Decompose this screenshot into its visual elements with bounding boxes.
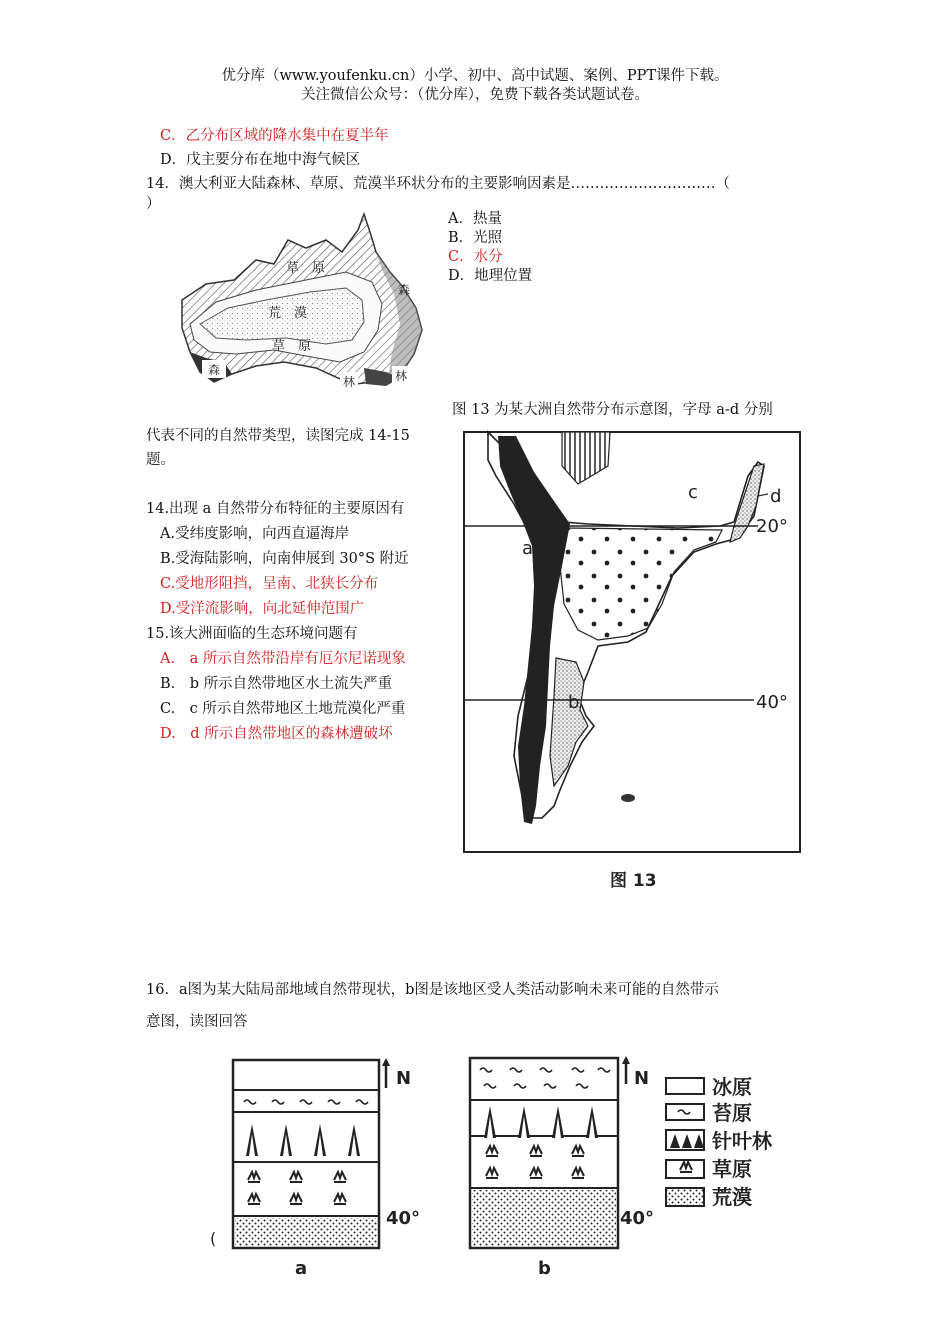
panel-a xyxy=(210,1058,420,1278)
q14-australia-option-a: A．热量 xyxy=(448,211,502,227)
q14-option-c: C.受地形阻挡，呈南、北狭长分布 xyxy=(160,576,379,592)
map-label-lin-1: 林 xyxy=(343,375,356,389)
label-d: d xyxy=(770,486,782,507)
panel-a-caption: a xyxy=(295,1258,308,1278)
panel-b xyxy=(470,1056,654,1278)
q14-option-b: B.受海陆影响，向南伸展到 30°S 附近 xyxy=(160,551,409,567)
label-c: c xyxy=(688,482,698,503)
legend-ice: 冰原 xyxy=(712,1075,752,1099)
q14-australia-option-c: C．水分 xyxy=(448,249,503,265)
q14-australia-stem: 14．澳大利亚大陆森林、草原、荒漠半环状分布的主要影响因素是…………………………（ xyxy=(146,176,730,192)
q16-line-2: 意图，读图回答 xyxy=(146,1014,248,1030)
intro-line-3: 题。 xyxy=(146,452,175,468)
q14-option-a: A.受纬度影响，向西直逼海岸 xyxy=(160,526,350,542)
panel-b-lat-40: 40° xyxy=(620,1208,655,1229)
prev-option-c: C．乙分布区域的降水集中在夏半年 xyxy=(160,128,389,144)
map-label-grass-top: 草 原 xyxy=(286,261,326,276)
panel-a-lat-40: 40° xyxy=(386,1208,421,1229)
q15-option-c: C. c 所示自然带地区土地荒漠化严重 xyxy=(160,701,406,717)
q16-line-1: 16．a图为某大陆局部地域自然带现状，b图是该地区受人类活动影响未来可能的自然带示 xyxy=(146,982,719,998)
stray-mark: ( xyxy=(210,1229,217,1248)
site-header-line-2: 关注微信公众号：（优分库），免费下载各类试题试卷。 xyxy=(301,87,649,103)
panel-a-north: N xyxy=(396,1068,412,1089)
q15-option-a: A. a 所示自然带沿岸有厄尔尼诺现象 xyxy=(160,651,406,667)
q15-stem: 15.该大洲面临的生态环境问题有 xyxy=(146,626,358,642)
figure-16-legend xyxy=(666,1075,773,1209)
label-lat-20: 20° xyxy=(756,516,788,537)
map-label-grass-bottom: 草 原 xyxy=(272,339,312,354)
australia-vegetation-map xyxy=(176,212,436,400)
site-header-line-1: 优分库（www.youfenku.cn）小学、初中、高中试题、案例、PPT课件下载。 xyxy=(221,68,729,84)
label-a: a xyxy=(522,538,534,559)
q15-option-b: B. b 所示自然带地区水土流失严重 xyxy=(160,676,393,692)
legend-desert: 荒漠 xyxy=(712,1185,752,1209)
legend-tundra: 苔原 xyxy=(712,1101,752,1125)
figure-13-south-america-map xyxy=(458,426,820,892)
q14-australia-option-d: D．地理位置 xyxy=(448,268,533,284)
legend-conifer: 针叶林 xyxy=(712,1129,772,1153)
label-b: b xyxy=(568,692,580,713)
map-label-lin-2: 林 xyxy=(395,369,408,383)
q14-stem: 14.出现 a 自然带分布特征的主要原因有 xyxy=(146,501,405,517)
intro-line-2: 代表不同的自然带类型，读图完成 14-15 xyxy=(146,428,410,444)
figure-13-caption: 图 13 xyxy=(610,871,657,891)
prev-option-d: D．戊主要分布在地中海气候区 xyxy=(160,152,361,168)
figure-16-natural-zones xyxy=(200,1048,800,1278)
q14-option-d: D.受洋流影响，向北延伸范围广 xyxy=(160,601,365,617)
legend-grassland: 草原 xyxy=(712,1157,752,1181)
label-lat-40: 40° xyxy=(756,692,788,713)
panel-b-north: N xyxy=(634,1068,650,1089)
map-label-forest-right: 森 xyxy=(398,283,411,297)
island xyxy=(621,794,635,802)
q15-option-d: D. d 所示自然带地区的森林遭破坏 xyxy=(160,726,393,742)
intro-line-1: 图 13 为某大洲自然带分布示意图，字母 a-d 分别 xyxy=(452,402,773,418)
map-label-forest-left: 森 xyxy=(208,363,221,377)
map-label-desert: 荒 漠 xyxy=(268,306,308,321)
q14-australia-option-b: B．光照 xyxy=(448,230,503,246)
panel-b-caption: b xyxy=(538,1258,551,1278)
q14-australia-stem-end: ） xyxy=(146,196,161,212)
